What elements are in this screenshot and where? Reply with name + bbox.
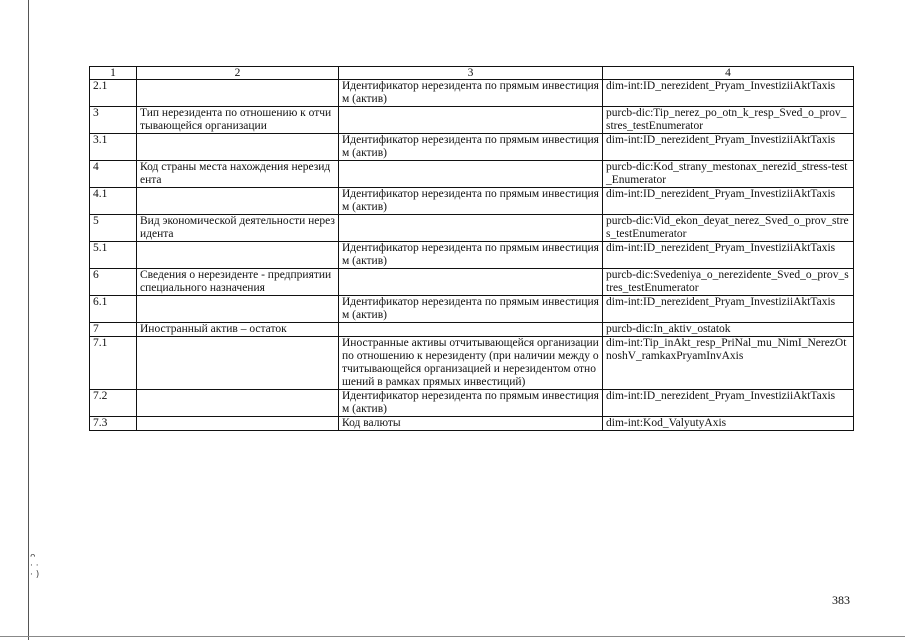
row-number-cell: 5.1 <box>90 242 137 269</box>
row-name-cell <box>137 390 339 417</box>
row-name-cell <box>137 188 339 215</box>
row-description-cell: Код валюты <box>339 417 603 431</box>
row-number-cell: 4 <box>90 161 137 188</box>
row-name-cell: Тип нерезидента по отношению к отчитывающейся организации <box>137 107 339 134</box>
row-code-cell: dim-int:ID_nerezident_Pryam_InvestiziiAktTaxis <box>603 134 854 161</box>
row-number-cell: 6.1 <box>90 296 137 323</box>
table-row <box>90 134 854 161</box>
table-row <box>90 417 854 431</box>
header-cell-1: 1 <box>90 67 137 80</box>
row-description-cell: Идентификатор нерезидента по прямым инвестициям (актив) <box>339 242 603 269</box>
table-row <box>90 161 854 188</box>
row-name-cell <box>137 242 339 269</box>
scan-margin-marks: ᴖ · · · ) <box>30 552 40 580</box>
table-row <box>90 337 854 390</box>
table-row <box>90 390 854 417</box>
table-row <box>90 296 854 323</box>
row-name-cell: Код страны места нахождения нерезидента <box>137 161 339 188</box>
row-code-cell: dim-int:ID_nerezident_Pryam_InvestiziiAktTaxis <box>603 80 854 107</box>
row-name-cell: Сведения о нерезиденте - предприятии специального назначения <box>137 269 339 296</box>
row-number-cell: 3.1 <box>90 134 137 161</box>
row-number-cell: 3 <box>90 107 137 134</box>
row-name-cell <box>137 134 339 161</box>
page-left-edge <box>28 0 29 640</box>
row-description-cell: Идентификатор нерезидента по прямым инвестициям (актив) <box>339 390 603 417</box>
row-code-cell: purcb-dic:Kod_strany_mestonax_nerezid_stress-test_Enumerator <box>603 161 854 188</box>
page-bottom-edge <box>0 636 905 637</box>
row-code-cell: dim-int:ID_nerezident_Pryam_InvestiziiAktTaxis <box>603 390 854 417</box>
header-cell-3: 3 <box>339 67 603 80</box>
row-number-cell: 2.1 <box>90 80 137 107</box>
row-name-cell: Иностранный актив – остаток <box>137 323 339 337</box>
table-row <box>90 323 854 337</box>
row-code-cell: dim-int:Kod_ValyutyAxis <box>603 417 854 431</box>
header-cell-2: 2 <box>137 67 339 80</box>
row-description-cell: Идентификатор нерезидента по прямым инвестициям (актив) <box>339 188 603 215</box>
row-code-cell: purcb-dic:In_aktiv_ostatok <box>603 323 854 337</box>
table-row <box>90 80 854 107</box>
table-body <box>90 80 854 431</box>
row-code-cell: purcb-dic:Svedeniya_o_nerezidente_Sved_o_prov_stres_testEnumerator <box>603 269 854 296</box>
row-description-cell: Идентификатор нерезидента по прямым инвестициям (актив) <box>339 296 603 323</box>
table-row <box>90 215 854 242</box>
row-description-cell <box>339 215 603 242</box>
row-code-cell: dim-int:Tip_inAkt_resp_PriNal_mu_NimI_NerezOtnoshV_ramkaxPryamInvAxis <box>603 337 854 390</box>
row-number-cell: 7.3 <box>90 417 137 431</box>
row-number-cell: 7.1 <box>90 337 137 390</box>
row-description-cell <box>339 323 603 337</box>
row-name-cell: Вид экономической деятельности нерезидента <box>137 215 339 242</box>
header-cell-4: 4 <box>603 67 854 80</box>
table-row <box>90 269 854 296</box>
row-name-cell <box>137 296 339 323</box>
row-description-cell: Идентификатор нерезидента по прямым инвестициям (актив) <box>339 134 603 161</box>
table-row <box>90 107 854 134</box>
row-description-cell <box>339 161 603 188</box>
row-description-cell <box>339 269 603 296</box>
table-row <box>90 188 854 215</box>
row-number-cell: 4.1 <box>90 188 137 215</box>
header-row <box>90 67 854 80</box>
row-name-cell <box>137 417 339 431</box>
row-description-cell: Идентификатор нерезидента по прямым инвестициям (актив) <box>339 80 603 107</box>
row-description-cell <box>339 107 603 134</box>
row-description-cell: Иностранные активы отчитывающейся организации по отношению к нерезиденту (при наличии между отчитывающейся организацией и нерезидентом отношений в рамках прямых инвестиций) <box>339 337 603 390</box>
row-code-cell: dim-int:ID_nerezident_Pryam_InvestiziiAktTaxis <box>603 188 854 215</box>
row-number-cell: 7.2 <box>90 390 137 417</box>
row-number-cell: 6 <box>90 269 137 296</box>
row-code-cell: dim-int:ID_nerezident_Pryam_InvestiziiAktTaxis <box>603 242 854 269</box>
document-table <box>89 66 854 431</box>
row-code-cell: dim-int:ID_nerezident_Pryam_InvestiziiAktTaxis <box>603 296 854 323</box>
row-number-cell: 5 <box>90 215 137 242</box>
table-row <box>90 242 854 269</box>
row-number-cell: 7 <box>90 323 137 337</box>
row-code-cell: purcb-dic:Vid_ekon_deyat_nerez_Sved_o_prov_stres_testEnumerator <box>603 215 854 242</box>
row-name-cell <box>137 337 339 390</box>
page-number: 383 <box>832 593 850 607</box>
row-code-cell: purcb-dic:Tip_nerez_po_otn_k_resp_Sved_o_prov_stres_testEnumerator <box>603 107 854 134</box>
row-name-cell <box>137 80 339 107</box>
